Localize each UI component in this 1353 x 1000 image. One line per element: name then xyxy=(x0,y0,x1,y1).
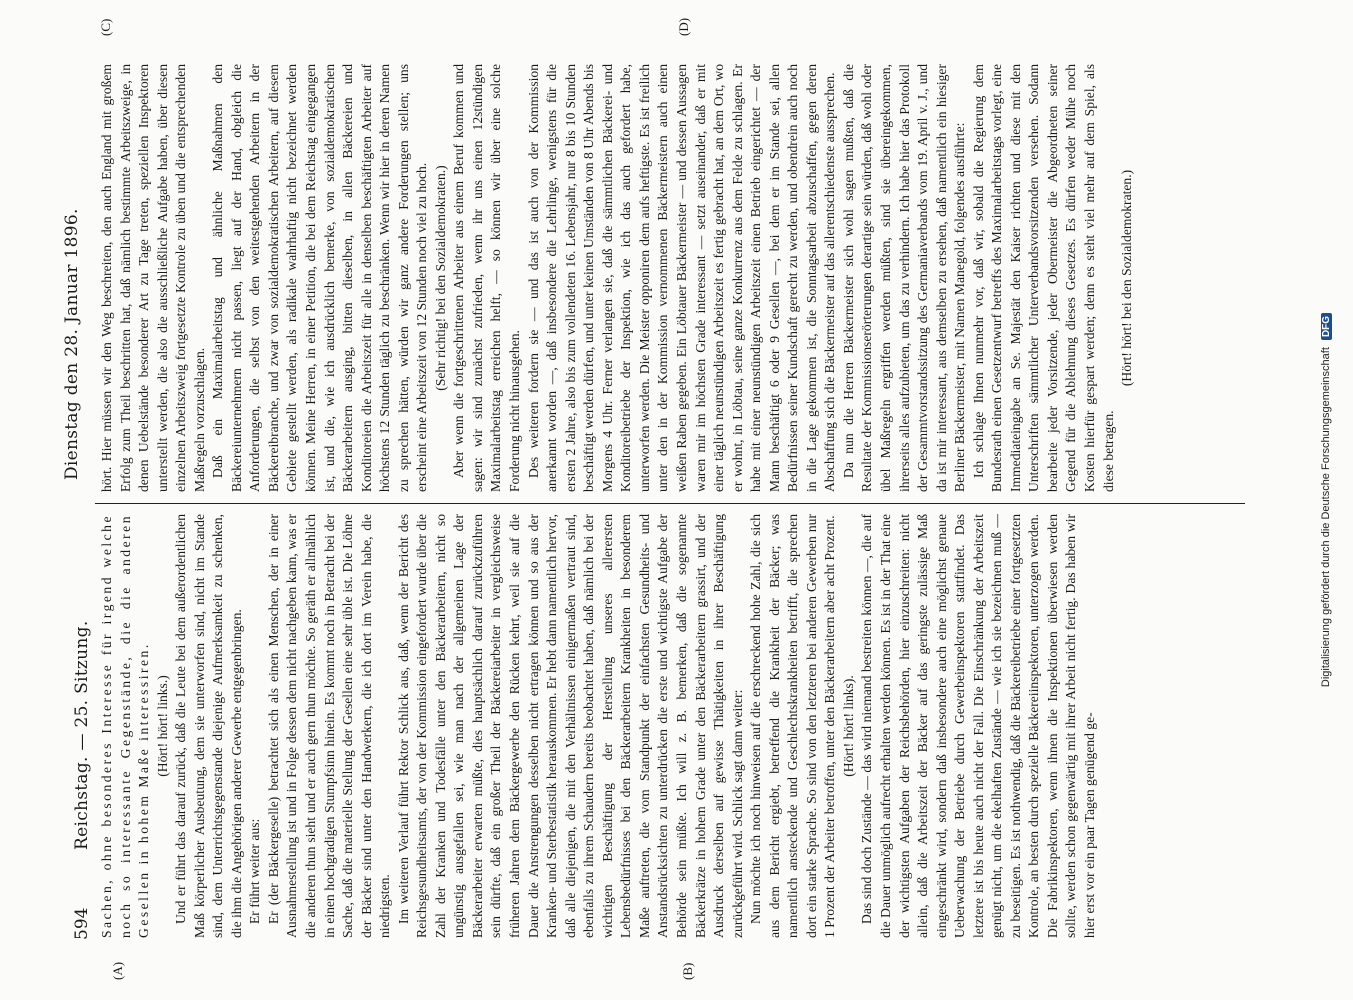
page-number: 594 xyxy=(72,907,92,940)
page-header xyxy=(0,0,95,1000)
interjection: (Hört! hört! links.) xyxy=(154,675,170,777)
column-divider xyxy=(95,503,1245,504)
paragraph: Und er führt das darauf zurück, daß die Leute bei dem außerordentlichen Maß körperlicher Ausbeutung, dem sie unterworfen sind, nicht im Stande sind, dem Unterrichtsgegenstande diejenige Aufmerksamkeit zu schenken, die ihm die Angehörigen anderer Gewerbe entgegenbringen. xyxy=(173,514,244,938)
dfg-logo: DFG xyxy=(1321,313,1332,340)
quoted-paragraph: Nun möchte ich noch hinweisen auf die erschreckend hohe Zahl, die sich aus dem Bericht ergiebt, betreffend die Krankheit der Bäcker; was namentlich ansteckende und Geschlechtskrankheiten betrifft, die sprechen dort ein starke Sprache. So sind von den letzteren bei anderen Gewerben nur 1 Prozent der Arbeiter betroffen, unter den Bäckerarbeitern aber acht Prozent. xyxy=(748,514,838,938)
margin-mark-a: (A) xyxy=(110,961,125,980)
header-right-title: Dienstag den 28. Januar 1896. xyxy=(62,208,82,480)
paragraph: Daß ein Maximalarbeitstag und ähnliche Maßnahmen den Bäckereiunternehmern nicht passen, liegt auf der Hand, obgleich die Anforderungen, die selbst von den weitestgehenden Arbeitern in der Bäckereibranche, und zwar von sozialdemokratischen Arbeitern, auf diesem Gebiete gestellt werden, als radikale wahrhaftig nicht bezeichnet werden können. Meine Herren, in einer Petition, die bei dem Reichstag eingegangen ist, und die, wie ich ausdrücklich bemerke, von sozialdemokratischen Bäckerarbeitern ausging, bitten dieselben, in allen Bäckereien und Konditoreien die Arbeitszeit für alle in denselben beschäftigten Arbeiter auf höchstens 12 Stunden täglich zu beschränken. Wenn wir hier in deren Namen zu sprechen hätten, würden wir ganz andere Forderungen stellen; uns erscheint eine Arbeitszeit von 12 Stunden noch viel zu hoch. xyxy=(210,64,430,492)
interjection: (Sehr richtig! bei den Sozialdemokraten.) xyxy=(432,165,448,391)
paragraph: Er führt weiter aus: xyxy=(247,818,263,924)
paragraph: Im weiteren Verlauf führt Rektor Schlick aus, daß, wenn der Bericht des Reichsgesundheitsamts, der von der Kommission eingefordert wurde über die Zahl der Kranken und Todesfälle unter den Bäckerarbeitern, nicht so ungünstig ausgefallen sei, wie man nach der allgemeinen Lage der Bäckerarbeiter erwarten müßte, dies hauptsächlich darauf zurückzuführen sein dürfte, daß ein großer Theil der Bäckereiarbeiter in vergleichsweise früheren Jahren dem Bäckergewerbe den Rücken kehrt, weil sie auf die Dauer die Anstrengungen desselben nicht ertragen können und so aus der Kranken- und Sterbestatistik herauskommen. Er hebt dann namentlich hervor, daß alle diejenigen, die mit den Verhältnissen einigermaßen vertraut sind, ebenfalls zu ihrem Schaudern bereits beobachtet haben, daß nämlich bei der wichtigen Beschäftigung der Herstellung unseres allerersten Lebensbedürfnisses bei den Bäckerarbeitern Krankheiten in besonderem Maße auftreten, die vom Standpunkt der einfachsten Gesundheits- und Anstandsrücksichten zu unterdrücken die erste und wichtigste Aufgabe der Behörde sein müßte. Ich will z. B. bemerken, daß die sogenannte Bäckerkrätze in hohem Grade unter den Bäckerarbeitern grassirt, und der Ausdruck derselben auf gewisse Thätigkeiten in ihrer Beschäftigung zurückgeführt wird. Schlick sagt dann weiter: xyxy=(395,514,745,938)
paragraph: Des weiteren fordern sie — und das ist auch von der Kommission anerkannt worden —, daß insbesondere die Lehrlinge, wenigstens für die ersten 2 Jahre, also bis zum vollendeten 16. Lebensjahr, nur 8 bis 10 Stunden beschäftigt werden dürfen, und unter keinen Umständen von 8 Uhr Abends bis Morgens 4 Uhr. Ferner verlangen sie, daß die sämmtlichen Bäckerei- und Konditoreibetriebe der Inspektion, wie ich das auch gefordert habe, unterworfen werden. Die Meister opponiren dem aufs heftigste. Es ist freilich unter den in der Kommission vernommenen Bäckermeistern auch einen weißen Raben gegeben. Ein Löbtauer Bäckermeister — und dessen Aussagen waren mir im höchsten Grade interessant — setzt auseinander, daß er mit einer täglich neunstündigen Arbeitszeit es fertig gebracht hat, an dem Ort, wo er wohnt, in Löbtau, seine ganze Konkurrenz aus dem Felde zu schlagen. Er habe mit einer neunstündigen Arbeitszeit einen Betrieb eingerichtet — der Mann beschäftigt 6 oder 9 Gesellen —, bei dem er im Stande sei, allen Bedürfnissen seiner Kundschaft gerecht zu werden, und obendrein auch noch in die Lage gekommen ist, die Sonntagsarbeit abzuschaffen, gegen deren Abschaffung sich die Bäckermeister auf das allerentschiedenste aussprechen. xyxy=(525,64,838,492)
margin-mark-b: (B) xyxy=(680,962,695,980)
right-column xyxy=(98,64,1137,492)
digitization-credit xyxy=(1320,0,1332,1000)
paragraph: Aber wenn die fortgeschrittenen Arbeiter aus einem Beruf kommen und sagen: wir sind zunächst zufrieden, wenn ihr uns einen 12stündigen Maximalarbeitstag erreichen helft, — so können wir über eine solche Forderung nicht hinausgehen. xyxy=(451,64,523,492)
header-left-title: Reichstag. — 25. Sitzung. xyxy=(72,620,92,850)
quoted-paragraph: Er (der Bäckergeselle) betrachtet sich als einen Menschen, der in einer Ausnahmestellung ist und in Folge dessen dem nicht nachgeben kann, was er die anderen thun sieht und er auch gern thun möchte. So geräth er allmählich in einen hochgradigen Stumpfsinn hinein. Es kommt noch in Betracht bei der Sache, daß die materielle Stellung der Gesellen eine sehr üble ist. Die Löhne der Bäcker sind unter den Handwerkern, die ich dort im Verein habe, die niedrigsten. xyxy=(265,514,393,938)
paragraph: hört. Hier müssen wir den Weg beschreiten, den auch England mit großem Erfolg zum Theil beschritten hat, daß nämlich bestimmte Arbeitszweige, in denen Uebelstände besonderer Art zu Tage treten, speziellen Inspektoren unterstellt werden, die also die ausschließliche Aufgabe haben, über diesen einzelnen Arbeitszweig fortgesetzte Kontrole zu üben und die entsprechenden Maßregeln vorzuschlagen. xyxy=(99,64,207,492)
credit-text: Digitalisierung gefördert durch die Deutsche Forschungsgemeinschaft xyxy=(1320,347,1332,688)
interjection: (Hört! hört! bei den Sozialdemokraten.) xyxy=(1119,169,1135,387)
quoted-paragraph: Ich schlage Ihnen nunmehr vor, daß wir, sobald die Regierung dem Bundesrath einen Gesetzentwurf betreffs des Maximalarbeitstags vorlegt, eine Immediateingabe an Se. Majestät den Kaiser richten und diese mit den Unterschriften sämmtlicher Unterverbandsvorsitzenden versehen. Sodann bearbeite jeder Vorsitzende, jeder Obermeister die Abgeordneten seiner Gegend für die Ablehnung dieses Gesetzes. Es dürfen weder Mühe noch Kosten hierfür gespart werden; denn es steht viel mehr auf dem Spiel, als diese betragen. xyxy=(970,64,1116,492)
interjection: (Hört! hört! links). xyxy=(840,675,856,777)
paragraph: Da nun die Herren Bäckermeister sich wohl sagen mußten, daß die Resultate der Kommissionserörterungen derartige sein würden, daß wohl oder übel Maßregeln ergriffen werden müßten, sind sie übereingekommen, ihrerseits alles aufzubieten, um das zu verhindern. Ich habe hier das Protokoll der Gesammtvorstandssitzung des Germaniaverbands vom 19. April v. J., und da ist mir interessant, aus demselben zu ersehen, daß namentlich ein hiesiger Berliner Bäckermeister, mit Namen Manegold, folgendes ausführte: xyxy=(840,64,968,492)
paragraph: Sachen, ohne besonderes Interesse für irgend welche noch so interessante Gegenstände, die die anderen Gesellen in hohem Maße interessiren. xyxy=(99,514,152,938)
left-column xyxy=(98,514,1100,938)
margin-mark-c: (C) xyxy=(98,18,113,36)
paragraph: Das sind doch Zustände — das wird niemand bestreiten können —, die auf die Dauer unmöglich aufrecht erhalten werden können. Es ist in der That eine der wichtigsten Aufgaben der Reichsbehörden, hier einzuschreiten: nicht allein, daß die Arbeitszeit der Bäcker auf das geringste zulässige Maß eingeschränkt wird, sondern daß insbesondere auch eine möglichst genaue Ueberwachung der Betriebe durch Gewerbeinspektoren stattfindet. Das letztere ist bis heute auch nicht der Fall. Die Einschränkung der Arbeitszeit genügt nicht, um die ekelhaften Zustände — wie ich sie bezeichnen muß — zu beseitigen. Es ist nothwendig, daß die Bäckereibetriebe einer fortgesetzten Kontrole, an besten durch spezielle Bäckereiinspektoren, unterzogen werden. Die Fabrikinspektoren, wenn ihnen die Inspektionen überwiesen werden sollte, werden schon gegenwärtig mit ihrer Arbeit nicht fertig. Das haben wir hier erst vor ein paar Tagen genügend ge- xyxy=(859,514,1097,938)
margin-mark-d: (D) xyxy=(676,17,691,36)
